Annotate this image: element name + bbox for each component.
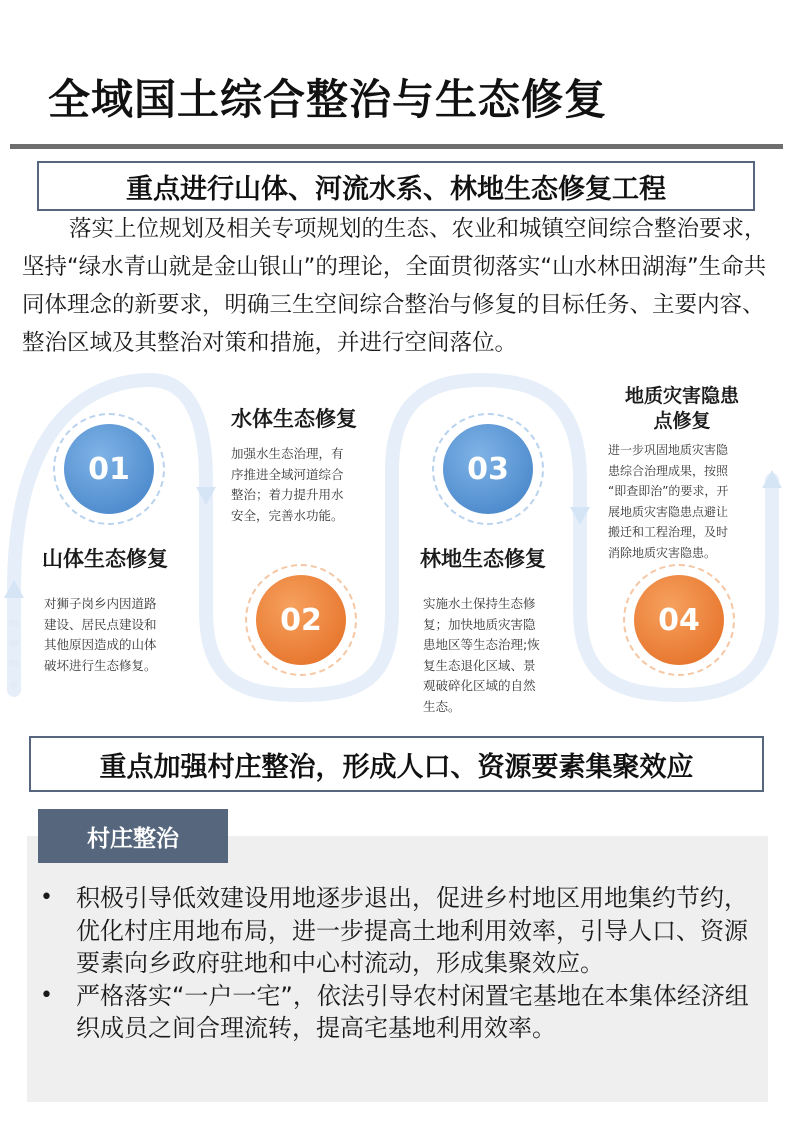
bullet-dot: •: [40, 885, 53, 910]
desc-line: 对狮子岗乡内因道路: [44, 596, 157, 611]
village-tab-label: 村庄整治: [38, 809, 228, 863]
desc-line: 实施水土保持生态修: [423, 596, 536, 611]
desc-line: 安全，完善水功能。: [231, 507, 344, 523]
desc-line: 观破碎化区域的自然: [423, 678, 536, 693]
desc-line: 复；加快地质灾害隐: [423, 616, 536, 632]
desc-line: 整治；着力提升用水: [231, 487, 344, 502]
list-item: [40, 882, 760, 980]
intro-paragraph: [22, 210, 772, 362]
village-bullet-list: [40, 882, 760, 1045]
desc-line: 加强水生态治理，有: [231, 446, 344, 461]
step-02-number: 02: [256, 575, 346, 665]
title-divider: [10, 144, 783, 149]
desc-line: 搬迁和工程治理，及时: [608, 525, 729, 539]
list-item: [40, 980, 760, 1045]
step-04-ring: [623, 564, 735, 676]
step-01-title: 山体生态修复: [42, 547, 168, 571]
page-title: 全域国土综合整治与生态修复: [48, 75, 608, 124]
section-heading-village: 重点加强村庄整治，形成人口、资源要素集聚效应: [29, 736, 764, 792]
section-heading-ecological: 重点进行山体、河流水系、林地生态修复工程: [37, 161, 755, 211]
desc-line: 生态。: [423, 698, 461, 714]
step-04-desc: [608, 440, 773, 563]
bullet-text: 严格落实“一户一宅”，依法引导农村闲置宅基地在本集体经济组织成员之间合理流转，提高宅基地利用效率。: [76, 981, 749, 1042]
title-line: 点修复: [653, 410, 711, 432]
desc-line: 破坏进行生态修复。: [44, 657, 157, 673]
desc-line: 进一步巩固地质灾害隐: [608, 443, 729, 457]
desc-line: 复生态退化区域、景: [423, 657, 536, 673]
step-04-number: 04: [634, 575, 724, 665]
step-03-ring: [432, 413, 544, 525]
step-01-desc: [44, 594, 194, 676]
desc-line: 建设、居民点建设和: [44, 616, 157, 632]
title-line: 地质灾害隐患: [624, 385, 739, 407]
desc-line: 患综合治理成果，按照: [608, 463, 729, 478]
process-diagram: [0, 360, 793, 720]
step-02-title: 水体生态修复: [231, 407, 357, 431]
intro-text: 落实上位规划及相关专项规划的生态、农业和城镇空间综合整治要求，坚持“绿水青山就是金山银山”的理论，全面贯彻落实“山水林田湖海”生命共同体理念的新要求，明确三生空间综合整治与修复的目标任务、主要内容、整治区域及其整治对策和措施，并进行空间落位。: [22, 216, 767, 356]
desc-line: 患地区等生态治理;恢: [423, 637, 540, 652]
desc-line: 消除地质灾害隐患。: [608, 545, 717, 560]
desc-line: “即查即治”的要求，开: [608, 484, 729, 498]
bullet-text: 积极引导低效建设用地逐步退出，促进乡村地区用地集约节约，优化村庄用地布局，进一步提高土地利用效率，引导人口、资源要素向乡政府驻地和中心村流动，形成集聚效应。: [76, 884, 748, 977]
desc-line: 其他原因造成的山体: [44, 637, 157, 652]
desc-line: 序推进全域河道综合: [231, 466, 344, 482]
step-03-title: 林地生态修复: [420, 547, 546, 571]
desc-line: 展地质灾害隐患点避让: [608, 504, 729, 519]
bullet-dot: •: [40, 982, 53, 1008]
step-02-desc: [231, 444, 381, 526]
step-02-ring: [245, 564, 357, 676]
step-01-number: 01: [64, 424, 154, 514]
step-04-title: [602, 384, 762, 434]
step-03-desc: [423, 594, 573, 717]
step-03-number: 03: [443, 424, 533, 514]
step-01-ring: [53, 413, 165, 525]
